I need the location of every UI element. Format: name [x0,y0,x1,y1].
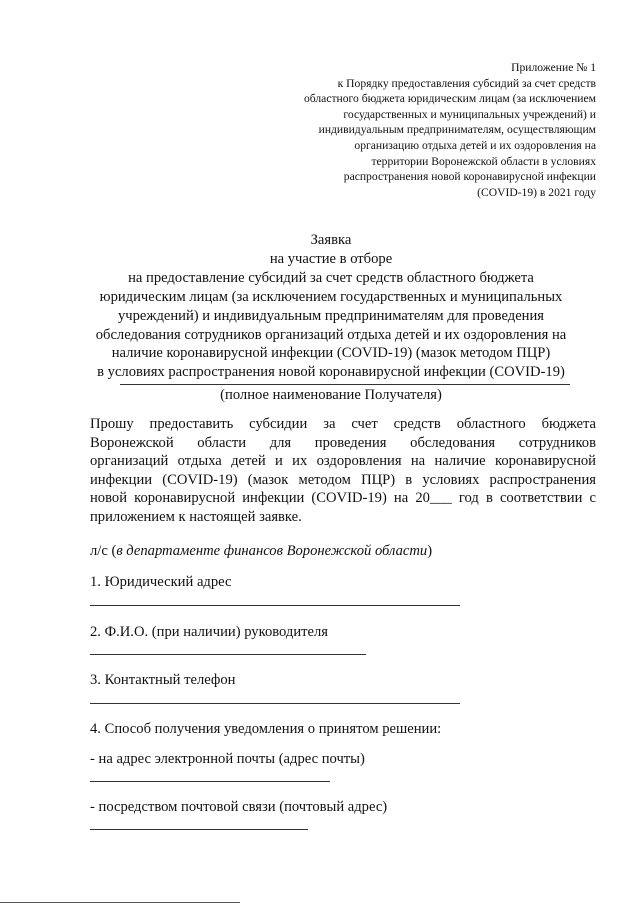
footer-divider [0,902,240,903]
annex-line: индивидуальным предпринимателям, осуществляющим [318,123,596,137]
email-option-label: - на адрес электронной почты (адрес почты) [90,751,365,767]
account-suffix: ) [427,543,433,559]
annex-line: территории Воронежской области в условиях [371,154,596,168]
annex-line: распространения новой коронавирусной инфекции [343,170,596,184]
annex-line: областного бюджета юридическим лицам (за исключением [303,92,596,106]
recipient-caption: (полное наименование Получателя) [220,387,442,403]
legal-address-field[interactable] [90,605,460,606]
annex-line: к Порядку предоставления субсидий за счет средств [337,76,596,90]
title-line: учреждений) и индивидуальным предпринимателям для проведения [117,307,545,324]
head-name-label: 2. Ф.И.О. (при наличии) руководителя [90,624,328,640]
email-address-field[interactable] [90,781,330,782]
request-line: Воронежской области для проведения обследования сотрудников [90,434,596,451]
account-line [90,543,432,560]
annex-line: (COVID-19) в 2021 году [477,185,596,199]
notification-method-label: 4. Способ получения уведомления о принятом решении: [90,721,442,737]
title-line: Заявка [310,232,352,248]
request-paragraph [90,415,596,527]
title-line: на участие в отборе [269,250,393,267]
account-prefix: л/с ( [90,543,117,559]
request-line: новой коронавирусной инфекции (COVID-19) на 20___ год в соответствии с [90,490,596,507]
request-line: инфекции (COVID-19) (мазок методом ПЦР) в условиях распространения [90,471,596,488]
phone-label: 3. Контактный телефон [90,672,236,688]
annex-line: организацию отдыха детей и их оздоровления на [354,138,596,152]
annex-header [176,60,596,200]
postal-address-field[interactable] [90,829,308,830]
request-line: Прошу предоставить субсидии за счет средств областного бюджета [90,416,596,432]
annex-line: государственных и муниципальных учреждений) и [343,107,596,121]
request-line: приложением к настоящей заявке. [90,508,302,525]
title-line: обследования сотрудников организаций отдыха детей и их оздоровления на [95,326,567,343]
legal-address-label: 1. Юридический адрес [90,574,232,590]
recipient-name-field[interactable] [120,384,570,385]
phone-field[interactable] [90,703,460,704]
account-department: в департаменте финансов Воронежской области [116,543,428,559]
head-name-field[interactable] [90,654,366,655]
annex-line: Приложение № 1 [511,61,596,74]
title-line: на предоставление субсидий за счет средств областного бюджета [128,269,534,286]
title-line: юридическим лицам (за исключением государственных и муниципальных [99,288,563,305]
request-line: организаций отдыха детей и их оздоровления на наличие коронавирусной [90,453,596,470]
title-line: наличие коронавирусной инфекции (COVID-19) (мазок методом ПЦР) [111,345,551,362]
post-option-label: - посредством почтовой связи (почтовый адрес) [90,799,388,815]
application-title [70,231,592,382]
title-line: в условиях распространения новой коронавирусной инфекции (COVID-19) [97,364,565,381]
